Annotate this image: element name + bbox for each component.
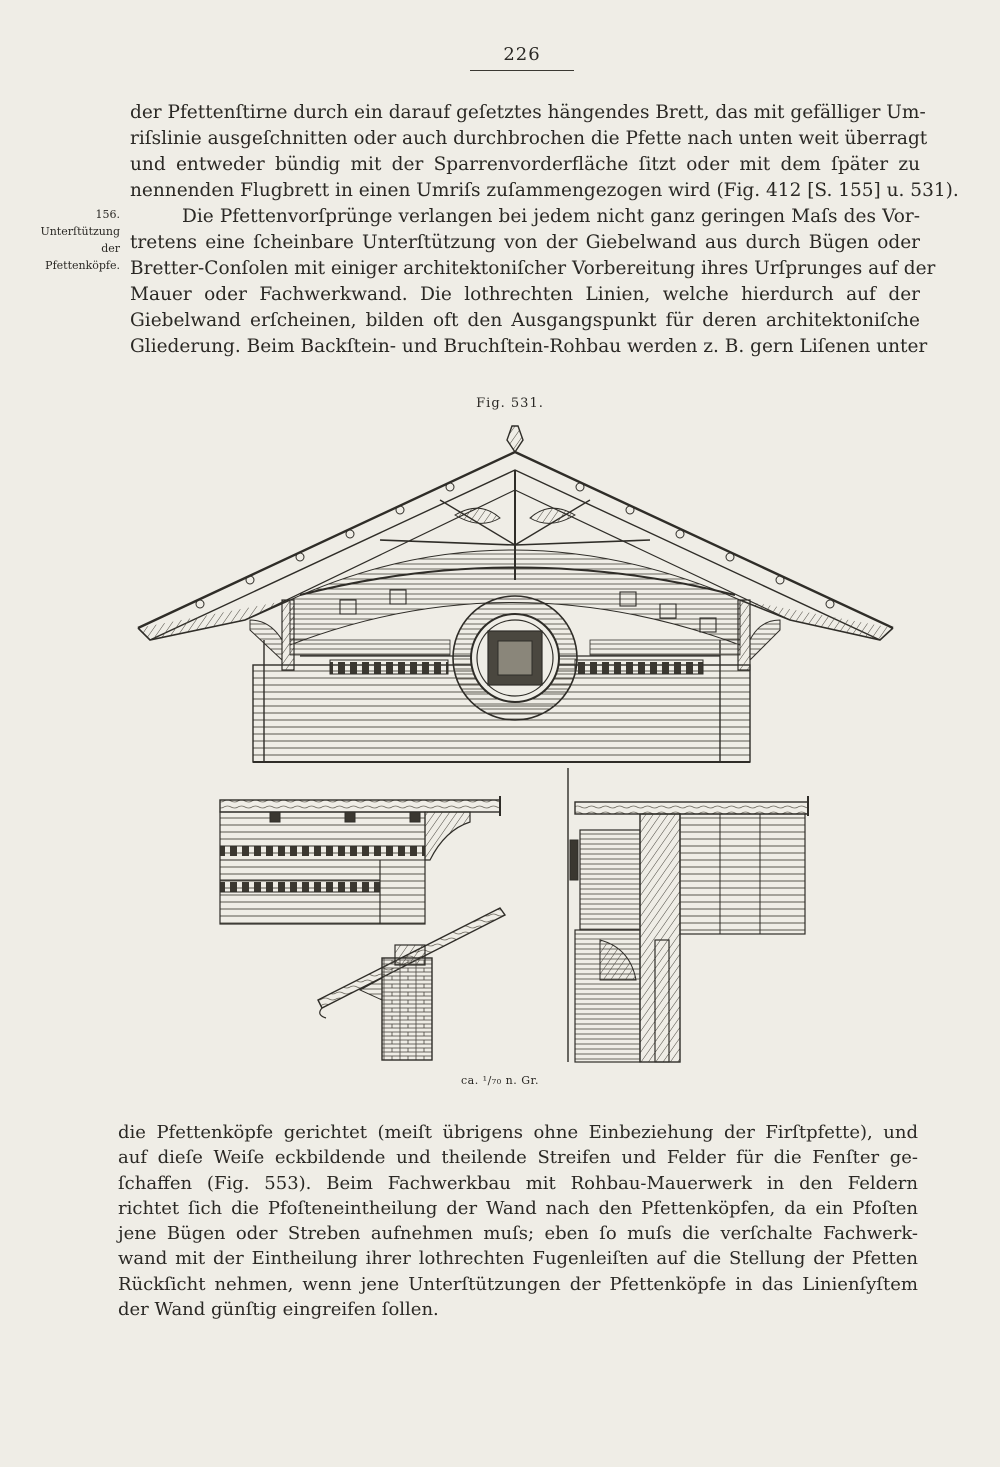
page-number: 226 (503, 44, 541, 65)
text-line: jene Bügen oder Streben aufnehmen muſs; eben ſo muſs die verſchalte Fachwerk- (118, 1223, 918, 1245)
text-line: Mauer oder Fachwerkwand. Die lothrechten Linien, welche hierdurch auf der (130, 284, 920, 305)
margin-note-line: Unterſtützung (40, 225, 120, 238)
eaves-detail-left (220, 796, 500, 924)
side-detail-right (568, 768, 808, 1062)
paragraph-bottom (118, 1120, 918, 1322)
margin-note-line: Pfettenköpfe. (45, 259, 120, 272)
figure-label: Fig. 531. (476, 396, 544, 411)
figure-scale: ca. ¹/₇₀ n. Gr. (460, 1074, 540, 1087)
text-line: der Wand günſtig eingreifen ſollen. (118, 1299, 439, 1321)
text-line: ſchaffen (Fig. 553). Beim Fachwerkbau mit Rohbau-Mauerwerk in den Feldern (118, 1172, 918, 1194)
text-line: Giebelwand erſcheinen, bilden oft den Ausgangspunkt für deren architektoniſche (130, 310, 920, 331)
text-line: und entweder bündig mit der Sparrenvorderfläche ſitzt oder mit dem ſpäter zu (130, 154, 920, 175)
text-line: auf dieſe Weiſe eckbildende und theilende Streifen und Felder für die Fenſter ge- (118, 1147, 918, 1169)
dentil-band-right (575, 660, 703, 674)
dentil-band-left (330, 660, 448, 674)
text-line: der Pfettenſtirne durch ein darauf geſetztes hängendes Brett, das mit gefälliger Um- (130, 102, 926, 123)
margin-note-number: 156. (95, 208, 120, 221)
margin-note-line: der (101, 242, 120, 255)
text-line: wand mit der Eintheilung ihrer lothrechten Fugenleiſten auf die Stellung der Pfetten (118, 1248, 918, 1270)
corner-post-left (282, 600, 294, 670)
text-line: Gliederung. Beim Backſtein- und Bruchſtein-Rohbau werden z. B. gern Liſenen unter (130, 336, 928, 357)
finial (507, 426, 523, 452)
text-line: richtet ſich die Pfoſteneintheilung der Wand nach den Pfettenköpfen, da ein Pfoſten (118, 1197, 918, 1219)
eaves-section (318, 908, 505, 1060)
text-line: Rückſicht nehmen, wenn jene Unterſtützungen der Pfettenköpfe in das Linienſyſtem (118, 1273, 918, 1295)
text-line: Die Pfettenvorſprünge verlangen bei jedem nicht ganz geringen Maſs des Vor- (182, 206, 920, 227)
corner-post-right (738, 600, 750, 670)
text-line: tretens eine ſcheinbare Unterſtützung von der Giebelwand aus durch Bügen oder (130, 232, 920, 253)
text-line: riſslinie ausgeſchnitten oder auch durchbrochen die Pfette nach unten weit überragt (130, 128, 928, 149)
gable-elevation (138, 426, 893, 762)
text-line: Bretter-Conſolen mit einiger architektoniſcher Vorbereitung ihres Urſprunges auf der (130, 258, 936, 279)
text-line: nennenden Flugbrett in einen Umriſs zuſammengezogen wird (Fig. 412 [S. 155] u. 531). (130, 180, 959, 201)
text-line: die Pfettenköpfe gerichtet (meiſt übrigens ohne Einbeziehung der Firſtpfette), und (118, 1122, 918, 1143)
